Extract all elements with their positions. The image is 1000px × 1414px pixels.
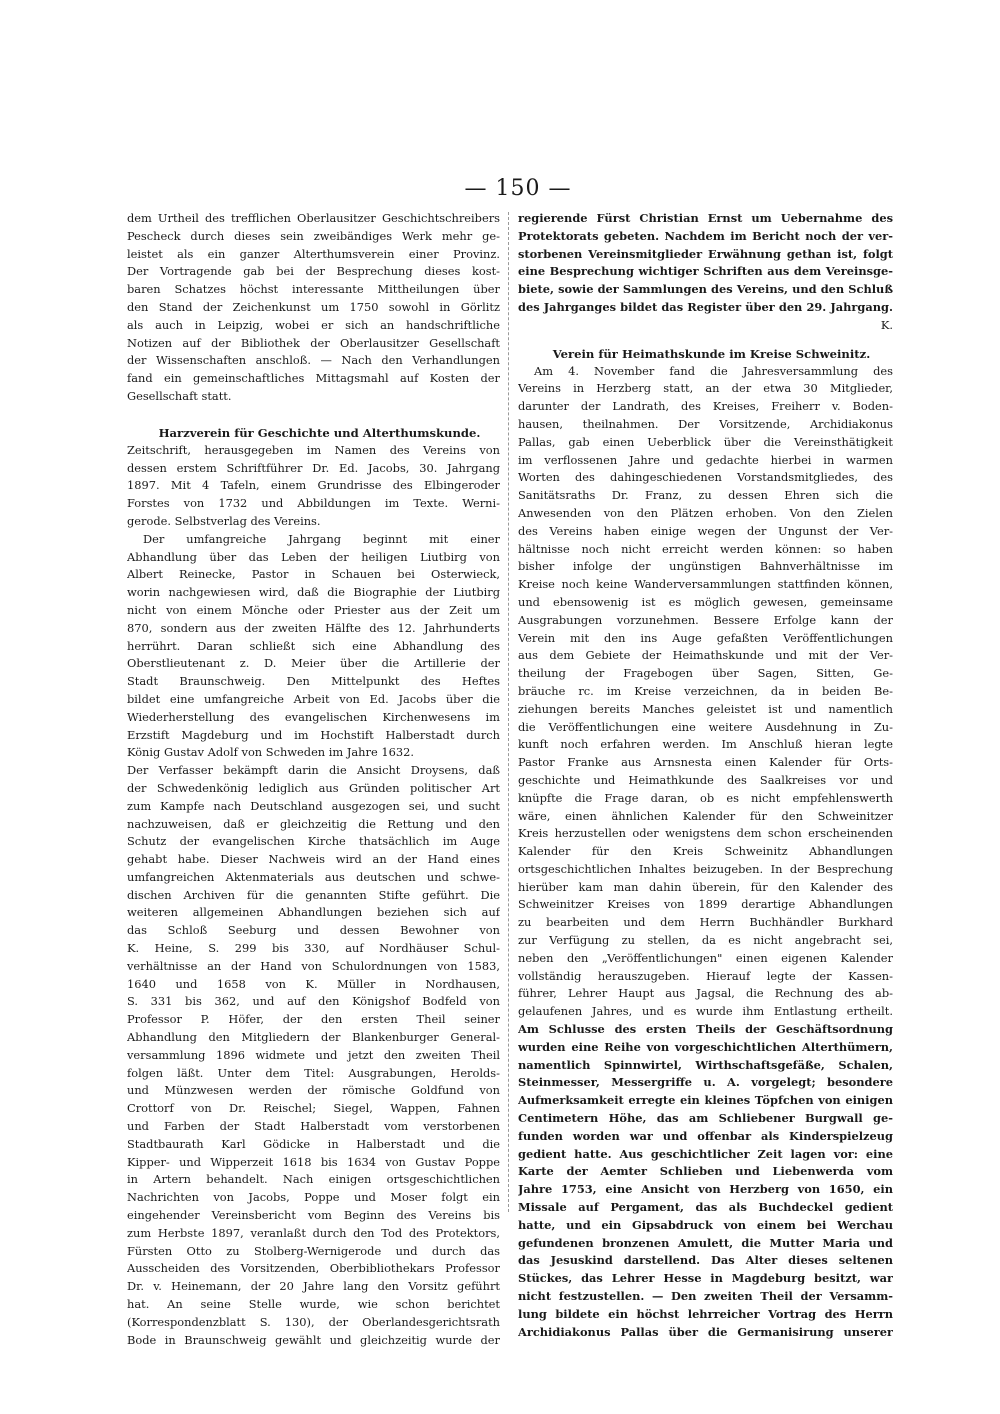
text-line: hatte, und ein Gipsabdruck von einem bei Werchau [518, 1217, 893, 1232]
text-line: Pallas, gab einen Ueberblick über die Vereinsthätigkeit [518, 434, 893, 449]
right-paragraph-intro [518, 210, 893, 317]
text-line: leistet als ein ganzer Alterthumsverein einer Provinz. [127, 246, 500, 261]
text-line: herrührt. Daran schließt sich eine Abhandlung des [127, 638, 500, 653]
text-line: gerode. Selbstverlag des Vereins. [127, 513, 321, 528]
text-line: bräuche rc. im Kreise verzeichnen, da in beiden Be- [518, 683, 893, 698]
text-line: Stadt Braunschweig. Den Mittelpunkt des Heftes [127, 674, 500, 689]
author-signature: K. [880, 317, 893, 332]
text-line: Ausgrabungen vorzunehmen. Bessere Erfolge kann der [518, 612, 893, 627]
text-line: verhältnisse an der Hand von Schulordnungen von 1583, [127, 958, 500, 973]
text-line: biete, sowie der Sammlungen des Vereins, und den Schluß [518, 282, 893, 297]
text-line: ziehungen bereits Manches geleistet ist und namentlich [518, 701, 893, 716]
text-line: nicht festzustellen. — Den zweiten Theil der Versamm- [518, 1289, 893, 1304]
text-line: Sanitätsraths Dr. Franz, zu dessen Ehren sich die [518, 488, 893, 503]
text-line: Fürsten Otto zu Stolberg-Wernigerode und durch das [127, 1243, 500, 1258]
text-line: des Vereins haben einige wegen der Ungunst der Ver- [518, 523, 893, 538]
text-line: Jahre 1753, eine Ansicht von Herzberg von 1650, ein [518, 1182, 893, 1197]
text-line: hausen, theilnahmen. Der Vorsitzende, Archidiakonus [518, 416, 893, 431]
text-line: nicht von einem Mönche oder Priester aus der Zeit um [127, 602, 500, 617]
section-heading-harzverein: Harzverein für Geschichte und Alterthumskunde. [158, 425, 481, 440]
text-line: Wiederherstellung des evangelischen Kirchenwesens im [127, 709, 500, 724]
text-line: wurden eine Reihe von vorgeschichtlichen Alterthümern, [518, 1039, 893, 1054]
text-line: Oberstlieutenant z. D. Meier über die Artillerie der [127, 656, 500, 671]
text-line: Kreis herzustellen oder wenigstens dem schon erscheinenden [518, 826, 893, 841]
text-line: und Münzwesen werden der römische Goldfund von [127, 1083, 500, 1098]
text-line: das Schloß Seeburg und dessen Bewohner von [127, 923, 500, 938]
text-line: Verein mit den ins Auge gefaßten Veröffentlichungen [518, 630, 893, 645]
text-line: 1640 und 1658 von K. Müller in Nordhausen, [127, 976, 500, 991]
text-line: storbenen Vereinsmitglieder Erwähnung gethan ist, folgt [518, 246, 893, 261]
text-line: Zeitschrift, herausgegeben im Namen des Vereins von [127, 442, 500, 457]
text-line: Der umfangreiche Jahrgang beginnt mit einer [143, 531, 500, 546]
text-line: Protektorats gebeten. Nachdem im Bericht noch der ver- [518, 228, 893, 243]
text-line: ortsgeschichtlichen Inhaltes beizugeben. In der Besprechung [518, 861, 893, 876]
section-heading-heimathskunde: Verein für Heimathskunde im Kreise Schweinitz. [552, 346, 871, 361]
text-line: umfangreichen Aktenmaterials aus deutschen und schwe- [127, 869, 500, 884]
text-line: namentlich Spinnwirtel, Wirthschaftsgefäße, Schalen, [518, 1057, 893, 1072]
text-line: Anwesenden von den Plätzen erhoben. Von den Zielen [518, 505, 893, 520]
text-line: Karte der Aemter Schlieben und Liebenwerda vom [518, 1164, 893, 1179]
text-line: neben den „Veröffentlichungen" einen eigenen Kalender [518, 950, 893, 965]
left-column [127, 210, 500, 1349]
text-line: Stadtbaurath Karl Gödicke in Halberstadt und die [127, 1136, 500, 1151]
text-line: Schweinitzer Kreises von 1899 derartige Abhandlungen [518, 897, 893, 912]
text-line: S. 331 bis 362, und auf den Königshof Bodfeld von [127, 994, 500, 1009]
text-line: geschichte und Heimathkunde des Saalkreises vor und [518, 772, 893, 787]
text-line: bildet eine umfangreiche Arbeit von Ed. Jacobs über die [127, 691, 500, 706]
text-line: Pastor Franke aus Arnsnesta einen Kalender für Orts- [518, 755, 893, 770]
text-line: Der Verfasser bekämpft darin die Ansicht Droysens, daß [127, 763, 500, 778]
text-line: Am Schlusse des ersten Theils der Geschäftsordnung [518, 1022, 893, 1037]
text-line: gefundenen bronzenen Amulett, die Mutter Maria und [518, 1235, 893, 1250]
text-line: 1897. Mit 4 Tafeln, einem Grundrisse des Elbingeroder [127, 478, 500, 493]
text-line: dem Urtheil des trefflichen Oberlausitzer Geschichtschreibers [127, 211, 500, 225]
text-line: zum Herbste 1897, veranlaßt durch den Tod des Protektors, [127, 1225, 500, 1240]
right-column [518, 210, 893, 1341]
column-divider [508, 212, 509, 1212]
text-line: Nachrichten von Jacobs, Poppe und Moser folgt ein [127, 1190, 500, 1205]
text-line: Kreise noch keine Wanderversammlungen stattfinden können, [518, 577, 893, 592]
text-line: Albert Reinecke, Pastor in Schauen bei Osterwieck, [127, 567, 500, 582]
text-line: baren Schatzes höchst interessante Mittheilungen über [127, 282, 500, 297]
text-line: hat. An seine Stelle wurde, wie schon berichtet [127, 1297, 500, 1312]
text-line: Vereins in Herzberg statt, an der etwa 30 Mitglieder, [518, 381, 893, 396]
text-line: weiteren allgemeinen Abhandlungen beziehen sich auf [127, 905, 500, 920]
text-line: regierende Fürst Christian Ernst um Uebernahme des [518, 211, 893, 225]
text-line: versammlung 1896 widmete und jetzt den zweiten Theil [127, 1047, 500, 1062]
text-line: eine Besprechung wichtiger Schriften aus dem Vereinsge- [518, 264, 893, 279]
text-line: im verflossenen Jahre und gedachte hierbei in warmen [518, 452, 893, 467]
text-line: K. Heine, S. 299 bis 330, auf Nordhäuser Schul- [127, 941, 500, 956]
text-line: lung bildete ein höchst lehrreicher Vortrag des Herrn [518, 1306, 893, 1321]
text-line: eingehender Vereinsbericht vom Beginn des Vereins bis [127, 1208, 500, 1223]
text-line: Missale auf Pergament, das als Buchdeckel gedient [518, 1200, 893, 1215]
text-line: und ebensowenig ist es möglich gewesen, gemeinsame [518, 594, 893, 609]
text-line: Pescheck durch dieses sein zweibändiges Werk mehr ge- [127, 228, 500, 243]
left-paragraph-intro [127, 210, 500, 406]
text-line: bisher infolge der ungünstigen Bahnverhältnisse im [518, 559, 893, 574]
text-line: Abhandlung über das Leben der heiligen Liutbirg von [127, 549, 500, 564]
text-line: Dr. v. Heinemann, der 20 Jahre lang den Vorsitz geführt [127, 1279, 500, 1294]
text-line: hältnisse noch nicht erreicht werden können: so haben [518, 541, 893, 556]
text-line: hierüber kam man dahin überein, für den Kalender des [518, 879, 893, 894]
text-line: aus dem Gebiete der Heimathskunde und mit der Ver- [518, 648, 893, 663]
text-line: Kalender für den Kreis Schweinitz Abhandlungen [518, 844, 893, 859]
text-line: Aufmerksamkeit erregte ein kleines Töpfchen von einigen [518, 1093, 893, 1108]
text-line: Stückes, das Lehrer Hesse in Magdeburg besitzt, war [518, 1271, 893, 1286]
text-line: folgen läßt. Unter dem Titel: Ausgrabungen, Herolds- [127, 1065, 500, 1080]
text-line: zu bearbeiten und dem Herrn Buchhändler Burkhard [518, 915, 893, 930]
text-line: vollständig herauszugeben. Hierauf legte der Kassen- [518, 968, 893, 983]
text-line: Crottorf von Dr. Reischel; Siegel, Wappen, Fahnen [127, 1101, 500, 1116]
text-line: knüpfte die Frage daran, ob es nicht empfehlenswerth [518, 790, 893, 805]
text-line: Abhandlung den Mitgliedern der Blankenburger General- [127, 1030, 500, 1045]
text-line: König Gustav Adolf von Schweden im Jahre 1632. [127, 745, 414, 760]
text-line: zur Verfügung zu stellen, da es nicht angebracht sei, [518, 933, 893, 948]
text-line: Am 4. November fand die Jahresversammlung des [534, 363, 893, 378]
text-line: Forstes von 1732 und Abbildungen im Texte. Werni- [127, 496, 500, 511]
text-line: gelaufenen Jahres, und es wurde ihm Entlastung ertheilt. [518, 1004, 893, 1019]
text-line: Centimetern Höhe, das am Schliebener Burgwall ge- [518, 1111, 893, 1126]
text-line: den Stand der Zeichenkunst um 1750 sowohl in Görlitz [127, 299, 500, 314]
text-line: worin nachgewiesen wird, daß die Biographie der Liutbirg [127, 585, 500, 600]
text-line: Professor P. Höfer, der den ersten Theil seiner [127, 1012, 500, 1027]
text-line: Steinmesser, Messergriffe u. A. vorgelegt; besondere [518, 1075, 893, 1090]
text-line: Kipper- und Wipperzeit 1618 bis 1634 von Gustav Poppe [127, 1154, 500, 1169]
text-line: in Artern behandelt. Nach einigen ortsgeschichtlichen [127, 1172, 500, 1187]
text-line: die Veröffentlichungen eine weitere Ausdehnung in Zu- [518, 719, 893, 734]
text-line: dessen erstem Schriftführer Dr. Ed. Jacobs, 30. Jahrgang [127, 460, 500, 475]
text-line: kunft noch erfahren werden. Im Anschluß hieran legte [518, 737, 893, 752]
text-line: das Jesuskind darstellend. Das Alter dieses seltenen [518, 1253, 893, 1268]
text-line: führer, Lehrer Haupt aus Jagsal, die Rechnung des ab- [518, 986, 893, 1001]
text-line: Notizen auf der Bibliothek der Oberlausitzer Gesellschaft [127, 335, 500, 350]
text-line: Der Vortragende gab bei der Besprechung dieses kost- [127, 264, 500, 279]
text-line: darunter der Landrath, des Kreises, Freiherr v. Boden- [518, 399, 893, 414]
right-paragraph-heimathskunde [518, 363, 893, 1342]
text-line: zum Kampfe nach Deutschland ausgezogen sei, und sucht [127, 798, 500, 813]
text-line: als auch in Leipzig, wobei er sich an handschriftliche [127, 317, 500, 332]
text-line: gedient hatte. Aus geschichtlicher Zeit lagen vor: eine [518, 1146, 893, 1161]
text-line: gehabt habe. Dieser Nachweis wird an der Hand eines [127, 852, 500, 867]
text-line: dischen Archiven für die genannten Stifte geführt. Die [127, 887, 500, 902]
left-paragraph-harzverein [127, 442, 500, 1350]
text-line: Erzstift Magdeburg und im Hochstift Halberstadt durch [127, 727, 500, 742]
text-line: des Jahrganges bildet das Register über den 29. Jahrgang. [518, 299, 893, 314]
text-line: Archidiakonus Pallas über die Germanisirung unserer [518, 1324, 893, 1339]
text-line: der Schwedenkönig lediglich aus Gründen politischer Art [127, 780, 500, 795]
text-line: nachzuweisen, daß er gleichzeitig die Rettung und den [127, 816, 500, 831]
text-line: Bode in Braunschweig gewählt und gleichzeitig wurde der [127, 1332, 500, 1347]
text-line: und Farben der Stadt Halberstadt vom verstorbenen [127, 1119, 500, 1134]
text-line: (Korrespondenzblatt S. 130), der Oberlandesgerichtsrath [127, 1314, 500, 1329]
text-line: Gesellschaft statt. [127, 388, 232, 403]
text-line: Schutz der evangelischen Kirche thatsächlich im Auge [127, 834, 500, 849]
text-line: der Wissenschaften anschloß. — Nach den Verhandlungen [127, 353, 500, 368]
text-line: fand ein gemeinschaftliches Mittagsmahl auf Kosten der [127, 371, 500, 386]
text-line: Ausscheiden des Vorsitzenden, Oberbibliothekars Professor [127, 1261, 500, 1276]
text-line: theilung der Fragebogen über Sagen, Sitten, Ge- [518, 666, 893, 681]
text-line: Worten des dahingeschiedenen Vorstandsmitgliedes, des [518, 470, 893, 485]
text-line: 870, sondern aus der zweiten Hälfte des 12. Jahrhunderts [127, 620, 500, 635]
text-line: wäre, einen ähnlichen Kalender für den Schweinitzer [518, 808, 893, 823]
text-line: funden worden war und offenbar als Kinderspielzeug [518, 1128, 893, 1143]
page-number: — 150 — [464, 176, 572, 201]
